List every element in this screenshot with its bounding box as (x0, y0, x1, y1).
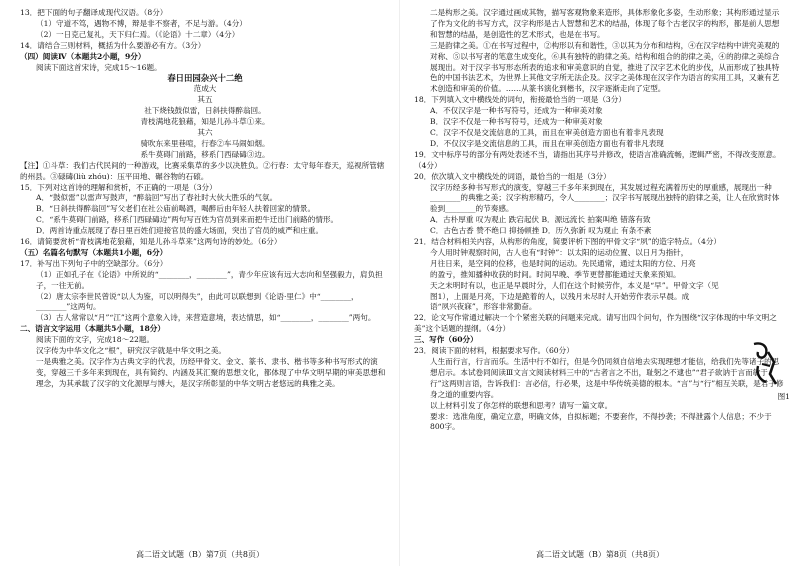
right-text-line: 语“夙兴夜寐”，形容非常勤奋。 (430, 302, 537, 312)
right-text-line: 汉字历经多种书写形式的演变，穿越三千多年来到现在，其发展过程充满着历史的厚重感，展现出一种________的典雅之美；汉字构形精巧，令人________；汉字书写展现出独特的韵律之美，让人在欣赏时体验到________的节奏感。 (430, 182, 780, 214)
right-text-line: 人生而行言，行言而乐。生活中行不如行，但是今仍同须自信地去实现理想才能信，给我们先等诸子的思想启示。本试卷同阅读Ⅲ文言文阅读材料三中的“古者言之不出，耻躬之不逮也”“君子欲讷于言而敏于行”这两则言语，告诉我们：言必信，行必果，这是中华传统美德的根本。“言”与“行”相互关联，是君子修身之道的重要内容。 (430, 357, 784, 399)
left-text-line: （1）守道不笃，遇物不博，辩是非不察者，不足与游。（4分） (36, 18, 247, 28)
left-text-line: 13．把下面的句子翻译成现代汉语。（8分） (20, 8, 168, 17)
left-text-line: 其五 (197, 95, 213, 105)
left-text-line: 16．请简要赏析“青枝满地花狼藉，知是儿孙斗草来”这两句诗的妙处。（6分） (20, 237, 282, 247)
right-text-line: 的盈亏，推知播种收获的时间。时间早晚、季节更替都能通过天象来预知。 (430, 269, 681, 279)
left-text-line: 系牛莫碍门前路，移系门西碌碡③边。 (140, 149, 270, 159)
exam-page-8 (400, 0, 800, 566)
right-text-line: 23．阅读下面的材料，根据要求写作。（60分） (414, 346, 574, 356)
left-text-line: 15．下列对这首诗的理解和赏析，不正确的一项是（3分） (20, 182, 217, 192)
left-text-line: 17．补写出下列句子中的空缺部分。（6分） (20, 258, 168, 268)
left-text-line: 14．请结合三则材料，概括为什么要游必有方。（3分） (20, 40, 206, 50)
left-text-line: （四）阅读Ⅳ（本题共2小题，9分） (20, 51, 146, 61)
left-text-line: 青枝满地花狼藉，知是儿孙斗草①来。 (140, 117, 270, 127)
left-text-line: B．“日斜扶得醉翁回”写父老们在社公庙前喝酒，喝醉后由年轻人扶着回家的情景。 (36, 204, 316, 214)
left-text-line: 阅读下面这首宋诗，完成15～16题。 (36, 62, 162, 72)
left-text-line: 一是典雅之美。汉字作为古典文字的代表，历经甲骨文、金文、篆书、隶书、楷书等多种书写形式的演变，穿越三千多年来到现在，具有简约、内涵及其汇聚的思想文化，都体现了中华文明早期的审美思想和理念，为其承载了汉字的文化源厚与博大，是汉字所彰显的中华文明古老悠远的典雅之美。 (36, 357, 386, 388)
right-text-line: 22．论文写作常通过解决一个个紧密关联的问题来完成。请写出四个问句，作为围绕“汉字体现的中华文明之美”这个话题的提纲。（4分） (414, 313, 777, 334)
left-text-line: C．“系牛莫碍门前路，移系门西碌碡边”两句写百姓为官员到来而把牛迁出门前路的情形。 (36, 215, 339, 225)
left-text-line: D．两首诗重点展现了春日里百姓们迎接官员的盛大场面，突出了官员的威严和庄重。 (36, 226, 324, 236)
right-text-line: 今人用时钟观察时间，古人也有“时钟”：以太阳的运动位置、以日月为指针， (430, 247, 689, 257)
right-page-footer: 高二语文试题（B）第8页（共8页） (535, 550, 665, 559)
right-text-line: 18．下列填入文中横线处的词句，衔接最恰当的一项是（3分） (414, 95, 626, 105)
oracle-bone-glyph-su-icon (748, 340, 782, 388)
right-text-line: 19．文中标序号的部分有两处表述不当，请指出其序号并修改，使语言准确流畅，逻辑严密，不得改变原意。（4分） (414, 149, 781, 170)
right-text-line: C．汉字不仅是交流信息的工具，而且在审美创造方面也有着非凡表现 (430, 127, 664, 137)
left-text-line: （五）名篇名句默写（本题共1小题，6分） (20, 247, 168, 257)
oracle-bone-figure (748, 340, 794, 400)
right-text-line: D．不仅汉字是交流信息的工具，而且在审美创造方面也有着非凡表现 (430, 138, 664, 148)
left-text-line: 范成大 (193, 84, 217, 94)
right-text-line: 天之未明时有以，也正是早晨时分，人们在这个时候劳作，本义是“早”。甲骨文字（见 (430, 280, 719, 290)
right-text-line: 三、写作（60分） (414, 335, 478, 345)
right-text-line: 二是构形之美。汉字通过画成其物，描写客观物象来造形，具体形象化多姿，生动形象；其构形通过显示了作为文化的书写方式，汉字构形是古人智慧和艺术的结晶，体现了每个古老汉字的构形，都是前人思想和智慧的结晶，是创造性的艺术形式，也是在书写。 (430, 8, 780, 39)
right-text-line: 以上材料引发了你怎样的联想和思考？请写一篇文章。 (430, 400, 613, 410)
left-text-line: 阅读下面的文字，完成18～22题。 (36, 335, 155, 345)
right-text-line: C．古色古香 赞不绝口 抑扬顿挫 D．历久弥新 叹为观止 有条不紊 (430, 226, 652, 236)
figure-caption: 图1 (777, 392, 790, 401)
right-text-line: 要求：选准角度，确定立意，明确文体，自拟标题；不要套作，不得抄袭；不得泄露个人信息；不少于800字。 (430, 411, 772, 432)
left-text-line: 社下烧钱鼓似雷，日斜扶得醉翁回。 (144, 106, 266, 116)
left-text-line: 二、语言文字运用（本题共5小题，18分） (20, 324, 165, 334)
right-text-line: 三是韵律之美。①在书写过程中，②构形以有和谐性，③以其为分布和结构，④在汉字结构中讲究美观的对称、⑤以书写者的笔意生成变化，⑥具有独特的韵律之美。结构和组合的韵律之美，④的韵律之美综合展现出。对于汉字书写形态所表的追求和审美意识的自觉，推进了汉字艺术化的步伐，从而形成了独具特色的中国书法艺术，为世界上其他文字所无法企及。汉字之美体现在汉字作为语言的实用工具，又兼有艺术创造和审美的价值。……从篆书演化到楷书，汉字逐渐走向了定型。 (430, 40, 780, 94)
left-text-line: （3）古人常常以“月”“江”这两个意象入诗，来营造意境，表达情思，如“________，________”两句。 (36, 313, 376, 323)
left-text-line: 其六 (197, 127, 213, 137)
right-text-line: A．不仅汉字是一种书写符号，还成为一种审美对象 (430, 106, 603, 116)
left-text-line: （1）正如孔子在《论语》中所说的“________，________”，青少年应该有远大志向和坚强毅力，肩负担子，一往无前。 (36, 269, 383, 290)
left-text-line: （2）唐太宗李世民曾说“以人为鉴，可以明得失”，由此可以联想到《论语·里仁》中“________，________”这两句。 (36, 291, 359, 312)
right-text-line: A．古朴厚重 叹为观止 跌宕起伏 B．源远流长 拍案叫绝 错落有致 (430, 215, 651, 225)
left-text-line: （2）一日克己复礼，天下归仁焉。（《论语》十二章）（4分） (36, 29, 240, 39)
left-text-line: A．“鼓似雷”以雷声写鼓声，“醉翁回”写出了春社时大伙大胜乐的气氛。 (36, 193, 278, 203)
right-text-line: 21．结合材料相关内容，从构形的角度，简要评析下图的甲骨文字“夙”的造字特点。（4分） (414, 237, 722, 247)
left-page-footer: 高二语文试题（B）第7页（共8页） (135, 550, 265, 559)
left-text-line: 汉字传为中华文化之“根”，研究汉字就是中华文明之美。 (36, 346, 227, 356)
right-text-line: 月往日来，是空间的位移，也是时间的运动。先民通常，通过太阳的方位、月亮 (430, 258, 696, 268)
right-text-line: 20．依次填入文中横线处的词语，最恰当的一组是（3分） (414, 171, 611, 181)
right-text-line: 图1），上面是月亮，下边是跪着的人，以残月未尽时人开始劳作表示早晨。成 (430, 291, 690, 301)
left-text-line: 春日田园杂兴十二绝 (167, 73, 243, 84)
left-text-line: 【注】①斗草：我们古代民间的一种游戏，比赛采集草的多少以决胜负。②行春：太守每年春天，巡视所管辖的州县。③碌碡(liù zhóu)：压平田地、碾谷物的石磙。 (20, 160, 385, 181)
right-text-line: B．汉字不仅是一种书写符号，还成为一种审美对象 (430, 117, 603, 127)
left-text-line: 骑吹东来里巷喧，行春②车马闹如烟。 (140, 138, 270, 148)
